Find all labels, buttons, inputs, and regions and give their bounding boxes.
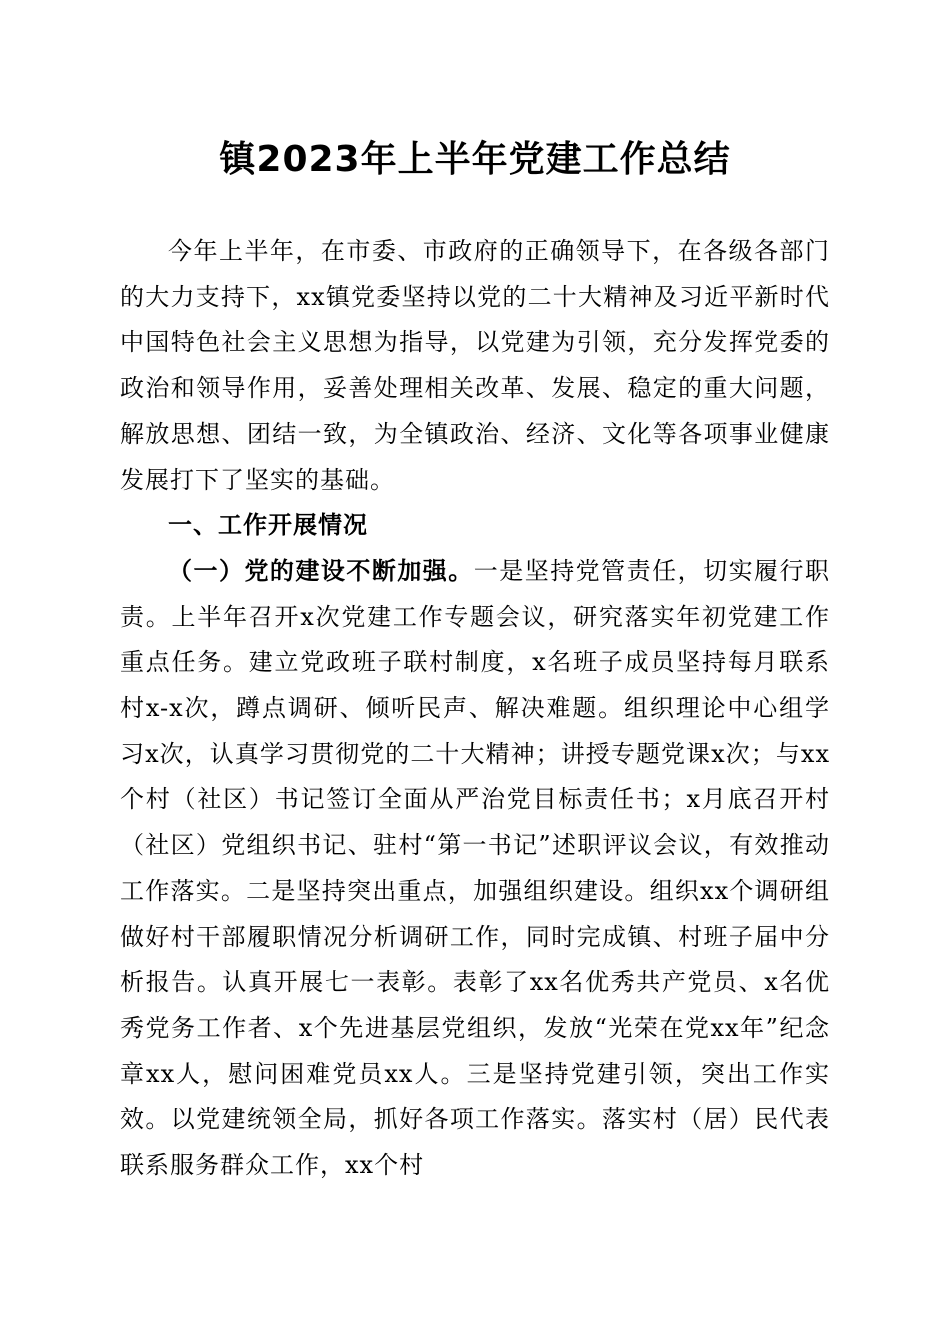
document-title: 镇2023年上半年党建工作总结 xyxy=(219,139,731,180)
section-heading-work-progress: 一、工作开展情况 xyxy=(168,511,368,540)
section-paragraph-party-building xyxy=(120,549,830,1189)
sub-paragraph-text: 一是坚持党管责任，切实履行职责。上半年召开x次党建工作专题会议，研究落实年初党建工作重点任务。建立党政班子联村制度，x名班子成员坚持每月联系村x-x次，蹲点调研、倾听民声、解决难题。组织理论中心组学习x次，认真学习贯彻党的二十大精神；讲授专题党课x次；与xx个村（社区）书记签订全面从严治党目标责任书；x月底召开村（社区）党组织书记、驻村“第一书记”述职评议会议，有效推动工作落实。二是坚持突出重点，加强组织建设。组织xx个调研组做好村干部履职情况分析调研工作，同时完成镇、村班子届中分析报告。认真开展七一表彰。表彰了xx名优秀共产党员、x名优秀党务工作者、x个先进基层党组织，发放“光荣在党xx年”纪念章xx人，慰问困难党员xx人。三是坚持党建引领，突出工作实效。以党建统领全局，抓好各项工作落实。落实村（居）民代表联系服务群众工作，xx个村 xyxy=(120,556,831,1180)
intro-paragraph: 今年上半年，在市委、市政府的正确领导下，在各级各部门的大力支持下，xx镇党委坚持以党的二十大精神及习近平新时代中国特色社会主义思想为指导，以党建为引领，充分发挥党委的政治和领导作用，妥善处理相关改革、发展、稳定的重大问题，解放思想、团结一致，为全镇政治、经济、文化等各项事业健康发展打下了坚实的基础。 xyxy=(120,237,830,494)
document-body xyxy=(120,229,830,1189)
sub-heading-party-building: （一）党的建设不断加强。 xyxy=(168,556,474,585)
